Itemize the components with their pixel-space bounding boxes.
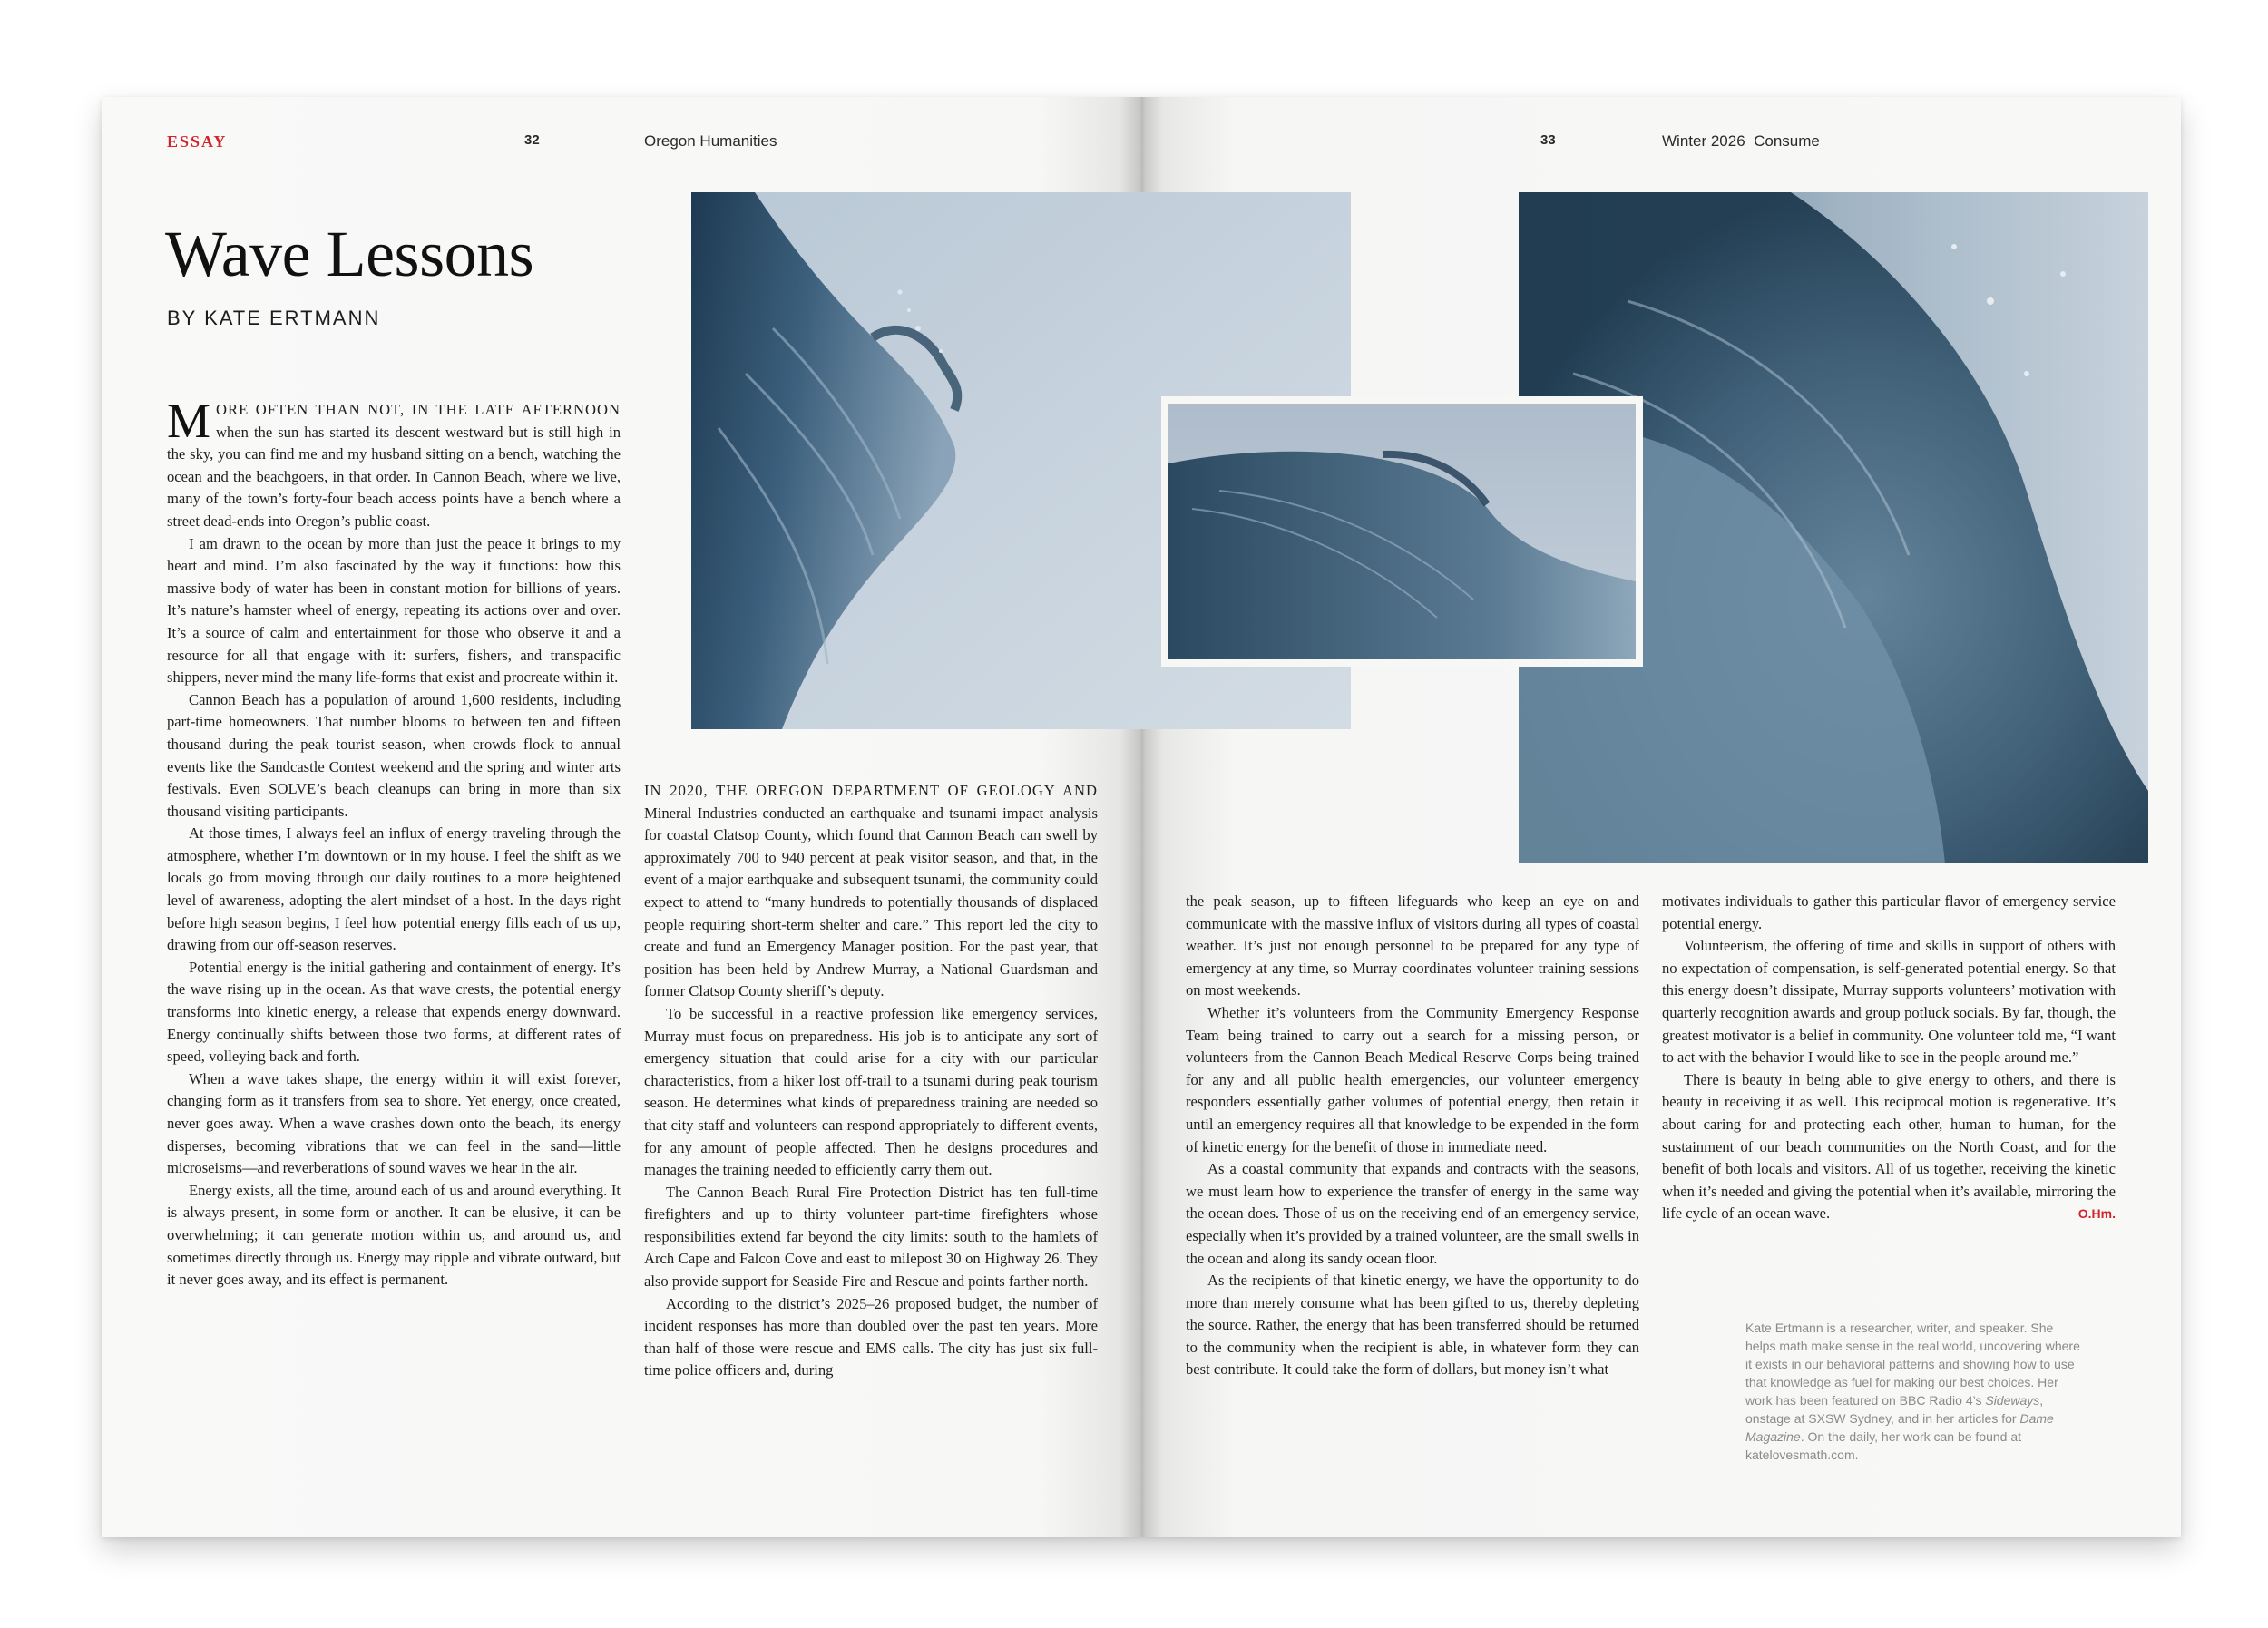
section-label: ESSAY bbox=[167, 132, 228, 151]
lead-in: IN 2020, THE OREGON DEPARTMENT OF GEOLOGY AND bbox=[644, 782, 1098, 799]
lead-in: ORE OFTEN THAN NOT, IN THE LATE AFTERNOON bbox=[216, 401, 621, 418]
byline: BY KATE ERTMANN bbox=[167, 307, 381, 329]
paragraph: At those times, I always feel an influx of energy traveling through the atmosphere, whether I’m downtown or in my house. I feel the shift as we locals go from moving through our daily routines to a more heightened level of awareness, adopting the alert mindset of a host. In the days right before high season begins, I feel how potential energy fills each of us up, drawing from our off-season reserves. bbox=[167, 824, 621, 954]
article-column-3 bbox=[1186, 891, 1639, 1381]
publication-name: Oregon Humanities bbox=[644, 132, 777, 150]
drop-cap: M bbox=[167, 394, 211, 448]
paragraph: When a wave takes shape, the energy within it will exist forever, changing form as it transfers from sea to shore. Yet energy, once created, never goes away. When a wave crashes down onto the beach, its energy disperses, becoming vibrations that we can feel in the sand—little microseisms—and reverberations of sound waves we hear in the air. bbox=[167, 1069, 621, 1177]
bio-italic: Dame Magazine bbox=[1745, 1411, 2054, 1444]
paragraph: Volunteerism, the offering of time and skills in support of others with no expectation of compensation, is self-generated potential energy. So that this energy doesn’t dissipate, Murray supports volunteers’ motivation with quarterly recognition awards and group potluck socials. By far, though, the greatest motivator is a belief in community. One volunteer told me, “I want to act with the behavior I would like to see in the people around me.” bbox=[1662, 937, 2116, 1067]
paragraph: As the recipients of that kinetic energy, we have the opportunity to do more than merely consume what has been gifted to us, thereby depleting the source. Rather, the energy that has been transferred should be returned to the community when the recipient is able, in whatever form they can best contribute. It could take the form of dollars, but money isn’t what bbox=[1186, 1272, 1639, 1379]
bio-text: . On the daily, her work can be found at katelovesmath.com. bbox=[1745, 1429, 2022, 1462]
paragraph: Cannon Beach has a population of around 1,600 residents, including part-time homeowners. That number blooms to between ten and fifteen thousand during the peak tourist season, when crowds flock to annual events like the Sandcastle Contest weekend and the spring and winter arts festivals. Even SOLVE’s beach cleanups can bring in more than six thousand visiting participants. bbox=[167, 690, 621, 820]
paragraph: when the sun has started its descent westward but is still high in the sky, you can find me and my husband sitting on a bench, watching the ocean and the beachgoers, in that order. In Cannon Beach, where we live, many of the town’s forty-four beach access points have a bench where a street dead-ends into Oregon’s public coast. bbox=[167, 423, 621, 530]
paragraph: According to the district’s 2025–26 proposed budget, the number of incident responses has more than doubled over the past ten years. More than half of those were rescue and EMS calls. The city has just six full-time police officers and, during bbox=[644, 1294, 1098, 1379]
page-number-left: 32 bbox=[524, 132, 540, 148]
paragraph: I am drawn to the ocean by more than just the peace it brings to my heart and mind. I’m also fascinated by the way it functions: how this massive body of water has been in constant motion for billions of years. It’s nature’s hamster wheel of energy, repeating its actions over and over. It’s a source of calm and entertainment for those who observe it and a resource for all that engage with it: surfers, fishers, and transpacific shippers, never mind the many life-forms that exist and procreate within it. bbox=[167, 534, 621, 687]
paragraph: Whether it’s volunteers from the Community Emergency Response Team being trained to carry out a search for a missing person, or volunteers from the Cannon Beach Medical Reserve Corps being trained for any and all public health emergencies, our volunteer emergency responders essentially gather volumes of potential energy, then retain it until an emergency requires all that knowledge to be expended in the form of kinetic energy for the benefit of those in immediate need. bbox=[1186, 1003, 1639, 1155]
paragraph: motivates individuals to gather this particular flavor of emergency service potential energy. bbox=[1662, 892, 2116, 932]
page-number-right: 33 bbox=[1540, 132, 1556, 148]
paragraph: To be successful in a reactive profession like emergency services, Murray must focus on preparedness. His job is to anticipate any sort of emergency situation that could arise for a city with our particular characteristics, from a hiker lost off-trail to a tsunami during peak tourism season. He determines what kinds of preparedness training are needed so that city staff and volunteers can respond appropriately to different events, for any amount of people affected. Then he designs procedures and manages the training needed to efficiently carry them out. bbox=[644, 1004, 1098, 1179]
paragraph: the peak season, up to fifteen lifeguards who keep an eye on and communicate with the massive influx of visitors during all types of coastal weather. It’s just not enough personnel to be prepared for any type of emergency at any time, so Murray coordinates volunteer training sessions on most weekends. bbox=[1186, 892, 1639, 999]
paragraph: Potential energy is the initial gathering and containment of energy. It’s the wave rising up in the ocean. As that wave crests, the potential energy transforms into kinetic energy, a release that expends energy downward. Energy continually shifts between those two forms, at different rates of speed, volleying back and forth. bbox=[167, 958, 621, 1066]
issue-label: Winter 2026 Consume bbox=[1662, 132, 1820, 150]
paragraph: The Cannon Beach Rural Fire Protection District has ten full-time firefighters and up to thirty volunteer part-time firefighters whose responsibilities extend far beyond the city limits: south to the hamlets of Arch Cape and Falcon Cove and east to milepost 30 on Highway 26. They also provide support for Seaside Fire and Rescue and points farther north. bbox=[644, 1183, 1098, 1291]
article-title: Wave Lessons bbox=[165, 218, 534, 290]
article-column-1 bbox=[167, 394, 621, 1292]
author-bio bbox=[1745, 1319, 2087, 1464]
paragraph: Energy exists, all the time, around each of us and around everything. It is always present, in some form or another. It can be elusive, it can be overwhelming; it can generate motion within us, and around us, and sometimes directly through us. Energy may ripple and vibrate outward, but it never goes away, and its effect is permanent. bbox=[167, 1181, 621, 1289]
ocean-wave-photo bbox=[1165, 400, 1639, 663]
paragraph bbox=[1662, 1069, 2116, 1225]
article-column-2 bbox=[644, 780, 1098, 1382]
paragraph-text: There is beauty in being able to give energy to others, and there is beauty in receiving it as well. This reciprocal motion is regenerative. It’s about caring for and protecting each other, human to human, for the sustainment of our beach communities on the North Coast, and for the benefit of both locals and visitors. All of us together, receiving the kinetic when it’s needed and giving the potential when it’s available, mirroring the life cycle of an ocean wave. bbox=[1662, 1070, 2116, 1223]
paragraph: Mineral Industries conducted an earthquake and tsunami impact analysis for coastal Clatsop County, which found that Cannon Beach can swell by approximately 700 to 940 percent at peak visitor season, and that, in the event of a major earthquake and subsequent tsunami, the community could expect to attend to “many hundreds to potentially thousands of displaced people requiring short-term shelter and care.” This report led the city to create and fund an Emergency Manager position. For the past year, that position has been held by Andrew Murray, a National Guardsman and former Clatsop County sheriff’s deputy. bbox=[644, 804, 1098, 1000]
end-mark: O.Hm. bbox=[2077, 1206, 2116, 1222]
paragraph: As a coastal community that expands and contracts with the seasons, we must learn how to experience the transfer of energy in the same way the ocean does. Those of us on the receiving end of an emergency service, especially when it’s provided by a trained volunteer, are the small swells in the ocean and along its sandy ocean floor. bbox=[1186, 1160, 1639, 1267]
article-column-4 bbox=[1662, 891, 2116, 1225]
bio-text: , onstage at SXSW Sydney, and in her articles for bbox=[1745, 1393, 2044, 1426]
bio-italic: Sideways bbox=[1985, 1393, 2040, 1408]
bio-text: Kate Ertmann is a researcher, writer, and speaker. She helps math make sense in the real world, uncovering where it exists in our behavioral patterns and showing how to use that knowledge as fuel for making our best choices. Her work has been featured on BBC Radio 4’s bbox=[1745, 1321, 2080, 1408]
wave-photo-center bbox=[1165, 400, 1639, 663]
